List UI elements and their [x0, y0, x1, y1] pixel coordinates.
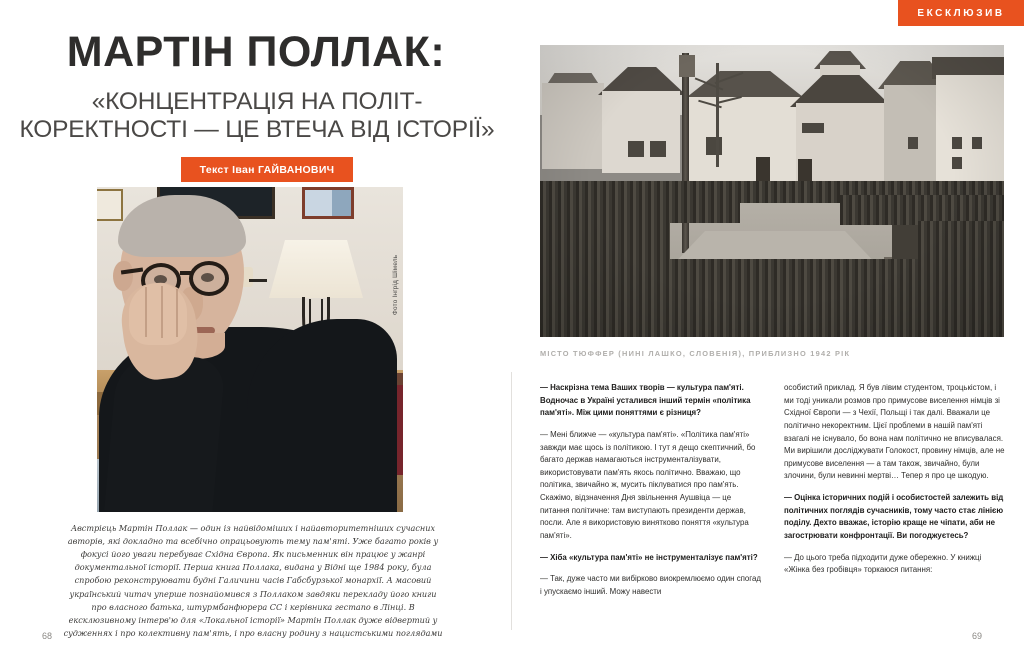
historical-photo — [540, 45, 1004, 337]
page-number-left: 68 — [42, 631, 53, 641]
finger-crease — [145, 287, 147, 337]
photo-caption: МІСТО ТЮФФЕР (НИНІ ЛАШКО, СЛОВЕНІЯ), ПРИБЛИЗНО 1942 РІК — [540, 349, 851, 358]
picture-frame-icon — [302, 187, 354, 219]
eyeglasses-lens-right — [189, 261, 229, 296]
exclusive-badge: ЕКСКЛЮЗИВ — [898, 0, 1024, 26]
subtitle-line-1: «КОНЦЕНТРАЦІЯ НА ПОЛІТ- — [91, 88, 423, 115]
person-ear — [113, 261, 133, 291]
interview-answer: — Так, дуже часто ми вибірково виокремлюємо один спогад і упускаємо інший. Можу навести — [540, 574, 761, 596]
interview-answer: особистий приклад. Я був лівим студентом, троцькістом, і ми тоді уникали розмов про примусове виселення німців зі Східної Європи — з Чехії, Польщі і так далі. Вважали це політично некоректним. Цієї проблеми в нашій пам'яті взагалі не існувало, бо вона нам політично не вписувалася. Ми вирішили досліджувати Голокост, провину німців, але не примусове виселення — а там також, звичайно, були злочини, були невинні мертві… Тепер я про це шкодую. — [784, 383, 1005, 481]
finger-crease — [161, 286, 163, 338]
article-column-1 — [540, 382, 762, 632]
intro-paragraph: Австрієць Мартін Поллак — один із найвідоміших і найавторитетніших сучасних авторів, які докладно та всебічно опрацьовують тему пам'яті. Уже багато років у фокусі його уваги перебуває Східна Європа. Як письменник він працює у жанрі документальної історії. Перша книга Поллака, видана у Відні ще 1984 року, була спробою реконструювати будні Галичини часів Габсбурзької монархії. А масовий український читач уперше познайомився з Поллаком завдяки перекладу його книги про власного батька, штурмбанфюрера СС і керівника гестапо в Лінці. В ексклюзивному інтерв'ю для «Локальної історії» Мартін Поллак дуже відвертий у судженнях і про колективну пам'ять, і про власну родину з нацистськими поглядами — [63, 523, 443, 638]
wall-sconce-arm — [249, 279, 267, 282]
page-number-right: 69 — [971, 631, 982, 641]
subtitle — [14, 88, 500, 145]
interview-answer: — Мені ближче — «культура пам'яті». «Політика пам'яті» завжди має щось із політикою. І тут я дещо скептичний, бо багато держав намагаються інструменталізувати, використовувати пам'ять якось політично. Вважаю, що політика, звичайно ж, мусить піклуватися про пам'ять. Скажімо, відзначення Дня звільнення Аушвіца — це питання політичне: там виступають президенти держав, посли. Але я використовую винятково поняття «культура пам'яті». — [540, 429, 756, 541]
picture-frame-icon — [97, 189, 123, 221]
person-fingers — [129, 283, 187, 345]
page-title: МАРТІН ПОЛЛАК: — [66, 28, 446, 76]
eyeglasses-bridge — [180, 271, 191, 275]
lamp-shade — [269, 240, 363, 298]
author-portrait-photo — [97, 187, 403, 512]
person-shoulder — [247, 319, 397, 512]
byline-badge: Текст Іван ГАЙВАНОВИЧ — [181, 157, 353, 182]
finger-crease — [176, 289, 178, 337]
page-gutter-divider — [511, 372, 512, 630]
photo-vignette — [540, 45, 1004, 337]
subtitle-line-2: КОРЕКТНОСТІ — ЦЕ ВТЕЧА ВІД ІСТОРІЇ» — [19, 116, 495, 144]
interview-question: — Хіба «культура пам'яті» не інструменталізує пам'яті? — [540, 552, 758, 562]
photo-credit: Фото Інгрід Шімель — [392, 254, 399, 315]
article-column-2 — [784, 382, 1006, 632]
interview-answer: — До цього треба підходити дуже обережно. У книжці «Жінка без гробівця» торкаюся питання: — [784, 552, 982, 575]
right-page — [512, 0, 1024, 658]
article-columns — [540, 382, 1006, 632]
interview-question: — Наскрізна тема Ваших творів — культура пам'яті. Водночас в Україні усталився інший термін «політика пам'яті». Між цими поняттями є різниця? — [540, 383, 751, 418]
interview-question: — Оцінка історичних подій і особистостей залежить від політичних поглядів сучасників, тому часто стає лінією поділу. Дехто вважає, історію краще не чіпати, аби не загострювати конфронтації. Ви погоджуєтесь? — [784, 493, 1004, 541]
